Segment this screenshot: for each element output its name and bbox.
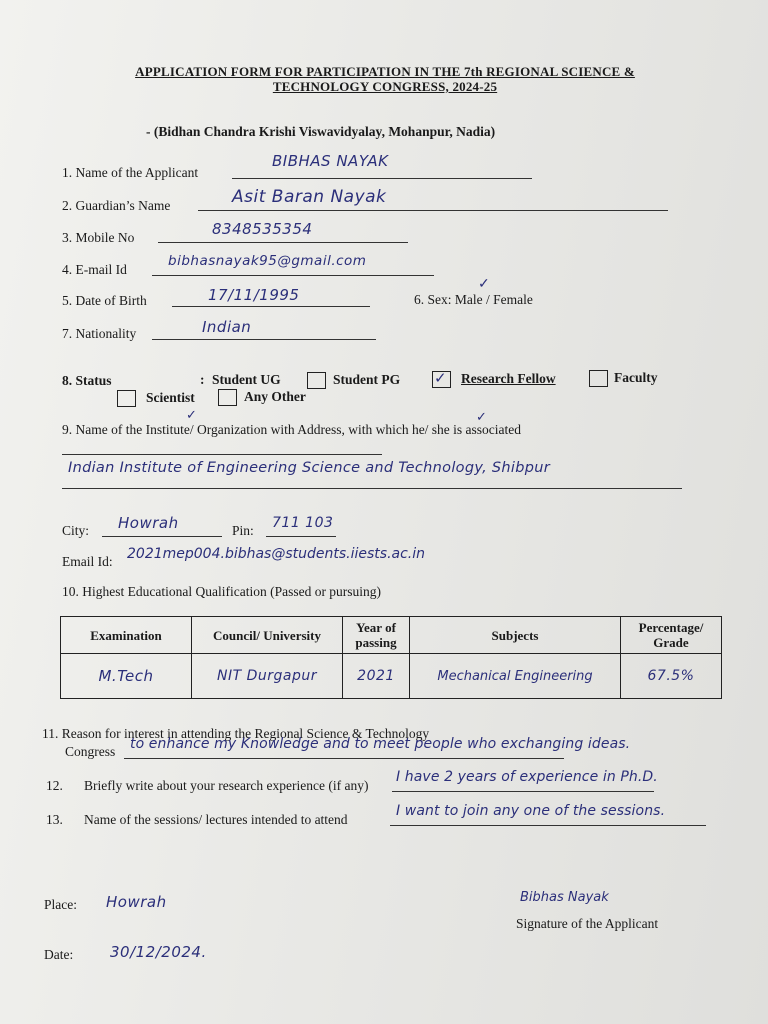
qualification-table (60, 616, 722, 699)
institute-label: 9. Name of the Institute/ Organization with Address, with which he/ she is associated (62, 422, 522, 437)
year-value: 2021 (357, 668, 395, 684)
city-value[interactable]: Howrah (118, 514, 179, 532)
signature-label: Signature of the Applicant (516, 916, 659, 931)
place-label: Place: (44, 897, 77, 912)
research-fellow-tick-icon: ✓ (434, 371, 447, 387)
status-option-research-fellow: Research Fellow (461, 371, 556, 386)
subjects-value: Mechanical Engineering (437, 669, 593, 684)
table-cell-year[interactable] (343, 654, 410, 699)
q11-label-line1: 11. Reason for interest in attending the Regional Science & Technology (42, 726, 430, 741)
q11-value[interactable]: to enhance my Knowledge and to meet people who exchanging ideas. (130, 736, 631, 752)
q12-number: 12. (46, 778, 63, 793)
nationality-line (152, 339, 376, 340)
table-cell-subjects[interactable] (410, 654, 621, 699)
name-value[interactable]: BIBHAS NAYAK (272, 152, 389, 170)
status-option-student-pg: Student PG (333, 372, 401, 387)
table-header-university: Council/ University (192, 617, 343, 654)
name-line (232, 178, 532, 179)
pin-line (266, 536, 336, 537)
qualification-label: 10. Highest Educational Qualification (Passed or pursuing) (62, 584, 382, 599)
status-option-faculty: Faculty (614, 370, 658, 385)
dob-line (172, 306, 370, 307)
date-value[interactable]: 30/12/2024. (110, 943, 207, 961)
guardian-line (198, 210, 668, 211)
table-cell-examination[interactable] (61, 654, 192, 699)
q13-line (390, 825, 706, 826)
guardian-value[interactable]: Asit Baran Nayak (232, 187, 387, 207)
table-cell-grade[interactable] (621, 654, 722, 699)
name-label: 1. Name of the Applicant (62, 165, 199, 180)
table-cell-university[interactable] (192, 654, 343, 699)
dob-label: 5. Date of Birth (62, 293, 147, 308)
nationality-value[interactable]: Indian (202, 318, 252, 336)
status-option-any-other: Any Other (244, 389, 306, 404)
email-label: 4. E-mail Id (62, 262, 127, 277)
place-value[interactable]: Howrah (106, 893, 167, 911)
institute-line-1 (62, 454, 382, 455)
institute-line-2 (62, 488, 682, 489)
status-colon: : (200, 372, 205, 387)
sex-male-tick-icon: ✓ (478, 277, 490, 292)
mobile-value[interactable]: 8348535354 (212, 220, 313, 238)
q12-value[interactable]: I have 2 years of experience in Ph.D. (396, 769, 658, 785)
institute-email-value[interactable]: 2021mep004.bibhas@students.iiests.ac.in (127, 546, 426, 562)
mobile-line (158, 242, 408, 243)
q11-label-line2: Congress (65, 744, 116, 759)
q12-line (392, 791, 654, 792)
nationality-label: 7. Nationality (62, 326, 137, 341)
venue-text: - (Bidhan Chandra Krishi Viswavidyalay, Mohanpur, Nadia) (146, 124, 496, 139)
pin-label: Pin: (232, 523, 254, 538)
pin-value[interactable]: 711 103 (272, 515, 334, 531)
mobile-label: 3. Mobile No (62, 230, 135, 245)
grade-value: 67.5% (647, 668, 695, 684)
table-header-year: Year of passing (343, 617, 410, 654)
city-line (102, 536, 222, 537)
checkbox-scientist[interactable] (117, 390, 136, 407)
table-header-subjects: Subjects (410, 617, 621, 654)
date-label: Date: (44, 947, 74, 962)
signature-value[interactable]: Bibhas Nayak (520, 890, 609, 905)
table-header-grade: Percentage/ Grade (621, 617, 722, 654)
guardian-label: 2. Guardian’s Name (62, 198, 171, 213)
university-value: NIT Durgapur (217, 668, 317, 684)
city-label: City: (62, 523, 90, 538)
table-header-examination: Examination (61, 617, 192, 654)
institute-email-label: Email Id: (62, 554, 113, 569)
q12-label: Briefly write about your research experience (if any) (84, 778, 369, 793)
sex-label: 6. Sex: Male / Female (414, 292, 533, 307)
q13-label: Name of the sessions/ lectures intended to attend (84, 812, 348, 827)
institute-value[interactable]: Indian Institute of Engineering Science and Technology, Shibpur (68, 460, 550, 476)
status-option-scientist: Scientist (146, 390, 195, 405)
q11-line (124, 758, 564, 759)
status-label: 8. Status (62, 373, 112, 388)
dob-value[interactable]: 17/11/1995 (208, 286, 300, 304)
q13-value[interactable]: I want to join any one of the sessions. (396, 803, 666, 819)
q13-number: 13. (46, 812, 63, 827)
checkbox-any-other[interactable] (218, 389, 237, 406)
form-title-line2: TECHNOLOGY CONGRESS, 2024-25 (272, 79, 498, 94)
examination-value: M.Tech (98, 667, 154, 685)
table-row (61, 654, 722, 699)
email-value[interactable]: bibhasnayak95@gmail.com (168, 253, 367, 269)
status-option-student-ug: Student UG (212, 372, 281, 387)
form-title-line1: APPLICATION FORM FOR PARTICIPATION IN THE 7th REGIONAL SCIENCE & (135, 64, 635, 79)
checkbox-student-ug[interactable] (307, 372, 326, 389)
he-tick-icon: ✓ (476, 409, 487, 424)
email-line (152, 275, 434, 276)
table-header-row (61, 617, 722, 654)
institute-tick-icon: ✓ (186, 407, 197, 422)
checkbox-faculty[interactable] (589, 370, 608, 387)
